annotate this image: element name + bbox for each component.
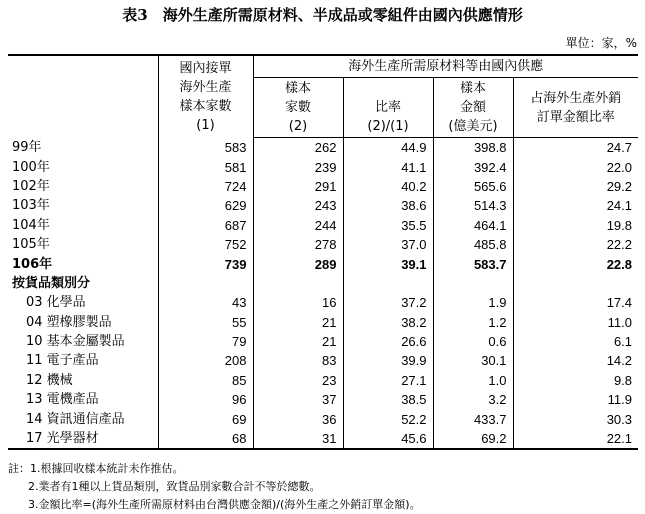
- table-row: [8, 313, 638, 332]
- cell: 39.9: [343, 351, 433, 370]
- header-line: 樣本: [284, 81, 311, 96]
- header-line: (1): [196, 117, 215, 133]
- cell: 3.2: [433, 390, 513, 409]
- cell: 0.6: [433, 332, 513, 351]
- cell: 24.7: [513, 138, 638, 158]
- cell: 22.0: [513, 157, 638, 176]
- header-line: (2)/(1): [367, 119, 409, 134]
- cell: 724: [158, 177, 253, 196]
- footnote: 2.業者有1種以上貨品類別，致貨品別家數合計不等於總數。: [28, 480, 321, 493]
- cell: 37.0: [343, 235, 433, 254]
- table-row: [8, 177, 638, 196]
- cell: 21: [253, 332, 343, 351]
- table-row: [8, 216, 638, 235]
- row-label: 10 基本金屬製品: [26, 334, 125, 350]
- unit-label: 單位：家，%: [565, 36, 637, 50]
- cell: 243: [253, 196, 343, 215]
- cell: 69: [158, 409, 253, 428]
- cell: 30.3: [513, 409, 638, 428]
- table-row: [8, 390, 638, 409]
- cell: 11.9: [513, 390, 638, 409]
- cell: 278: [253, 235, 343, 254]
- table-row: [8, 293, 638, 312]
- cell: 43: [158, 293, 253, 312]
- cell: 289: [253, 254, 343, 273]
- cell: 514.3: [433, 196, 513, 215]
- cell: 485.8: [433, 235, 513, 254]
- table-row: [8, 138, 638, 158]
- header-line: 占海外生產外銷: [530, 90, 622, 106]
- cell: 41.1: [343, 157, 433, 176]
- data-table: [8, 54, 638, 450]
- cell: 85: [158, 371, 253, 390]
- row-label: 13 電機產品: [26, 392, 99, 408]
- cell: 40.2: [343, 177, 433, 196]
- row-label: 100年: [12, 159, 50, 175]
- row-label: 11 電子產品: [26, 353, 99, 369]
- cell: 208: [158, 351, 253, 370]
- header-line: (2): [288, 119, 308, 134]
- cell: 35.5: [343, 216, 433, 235]
- cell: 21: [253, 313, 343, 332]
- cell: 19.8: [513, 216, 638, 235]
- cell: 52.2: [343, 409, 433, 428]
- row-label: 106年: [12, 256, 53, 272]
- header-line: 比率: [374, 100, 401, 115]
- cell: 392.4: [433, 157, 513, 176]
- cell: 1.0: [433, 371, 513, 390]
- footnote: 註：1.根據回收樣本統計未作推估。: [8, 462, 184, 475]
- table-row: [8, 429, 638, 449]
- cell: 27.1: [343, 371, 433, 390]
- row-label: 03 化學品: [26, 295, 86, 311]
- cell: 14.2: [513, 351, 638, 370]
- cell: 583: [158, 138, 253, 158]
- cell: 398.8: [433, 138, 513, 158]
- cell: 239: [253, 157, 343, 176]
- table-row: [8, 157, 638, 176]
- cell: 752: [158, 235, 253, 254]
- header-line: 樣本家數: [179, 98, 232, 114]
- cell: 687: [158, 216, 253, 235]
- row-label: 14 資訊通信產品: [26, 411, 125, 427]
- cell: 629: [158, 196, 253, 215]
- row-label: 99年: [12, 139, 42, 155]
- cell: 6.1: [513, 332, 638, 351]
- table-row: [8, 196, 638, 215]
- section-label: 按貨品類別分: [12, 275, 91, 291]
- cell: 39.1: [343, 254, 433, 273]
- cell: 24.1: [513, 196, 638, 215]
- footnote: 3.金額比率=(海外生產所需原材料由台灣供應金額)/(海外生產之外銷訂單金額)。: [28, 498, 421, 511]
- cell: 22.8: [513, 254, 638, 273]
- cell: 38.2: [343, 313, 433, 332]
- section-row: [8, 274, 638, 293]
- header-amount: [433, 78, 513, 138]
- cell: 291: [253, 177, 343, 196]
- cell: 22.1: [513, 429, 638, 449]
- header-line: 家數: [284, 100, 311, 115]
- header-line: 國內接單: [179, 60, 232, 76]
- table-row: [8, 409, 638, 428]
- cell: 22.2: [513, 235, 638, 254]
- cell: 29.2: [513, 177, 638, 196]
- cell: 565.6: [433, 177, 513, 196]
- cell: 79: [158, 332, 253, 351]
- cell: 69.2: [433, 429, 513, 449]
- table-row: [8, 371, 638, 390]
- header-group: 海外生產所需原材料等由國內供應: [253, 55, 638, 78]
- cell: 44.9: [343, 138, 433, 158]
- row-label: 17 光學器材: [8, 429, 158, 449]
- cell: 96: [158, 390, 253, 409]
- header-supply-firms: [253, 78, 343, 138]
- cell: 68: [158, 429, 253, 449]
- header-sample-firms: [158, 55, 253, 138]
- row-label: 104年: [12, 217, 50, 233]
- header-blank: [8, 55, 158, 138]
- cell: 581: [158, 157, 253, 176]
- header-amount-ratio: [513, 78, 638, 138]
- cell: 16: [253, 293, 343, 312]
- header-line: (億美元): [448, 119, 498, 134]
- cell: 464.1: [433, 216, 513, 235]
- cell: 17.4: [513, 293, 638, 312]
- cell: 23: [253, 371, 343, 390]
- header-line: 訂單金額比率: [536, 109, 615, 125]
- header-line: 樣本: [459, 81, 486, 96]
- row-label: 102年: [12, 178, 50, 194]
- table-title: 表3 海外生產所需原材料、半成品或零組件由國內供應情形: [122, 6, 523, 24]
- cell: 739: [158, 254, 253, 273]
- cell: 38.6: [343, 196, 433, 215]
- cell: 1.2: [433, 313, 513, 332]
- cell: 244: [253, 216, 343, 235]
- cell: 9.8: [513, 371, 638, 390]
- cell: 1.9: [433, 293, 513, 312]
- table-row: [8, 351, 638, 370]
- cell: 583.7: [433, 254, 513, 273]
- cell: 37: [253, 390, 343, 409]
- header-line: 海外生產: [179, 79, 232, 95]
- header-ratio: [343, 78, 433, 138]
- cell: 38.5: [343, 390, 433, 409]
- cell: 262: [253, 138, 343, 158]
- row-label: 105年: [12, 237, 50, 253]
- table-row: [8, 254, 638, 273]
- cell: 26.6: [343, 332, 433, 351]
- cell: 30.1: [433, 351, 513, 370]
- row-label: 04 塑橡膠製品: [26, 314, 112, 330]
- table-row: [8, 332, 638, 351]
- row-label: 103年: [12, 198, 50, 214]
- cell: 11.0: [513, 313, 638, 332]
- footnotes: [8, 460, 421, 514]
- cell: 36: [253, 409, 343, 428]
- cell: 31: [253, 429, 343, 449]
- header-line: 金額: [459, 100, 486, 115]
- cell: 433.7: [433, 409, 513, 428]
- row-label: 12 機械: [26, 372, 73, 388]
- table-row: [8, 235, 638, 254]
- cell: 45.6: [343, 429, 433, 449]
- cell: 55: [158, 313, 253, 332]
- cell: 83: [253, 351, 343, 370]
- cell: 37.2: [343, 293, 433, 312]
